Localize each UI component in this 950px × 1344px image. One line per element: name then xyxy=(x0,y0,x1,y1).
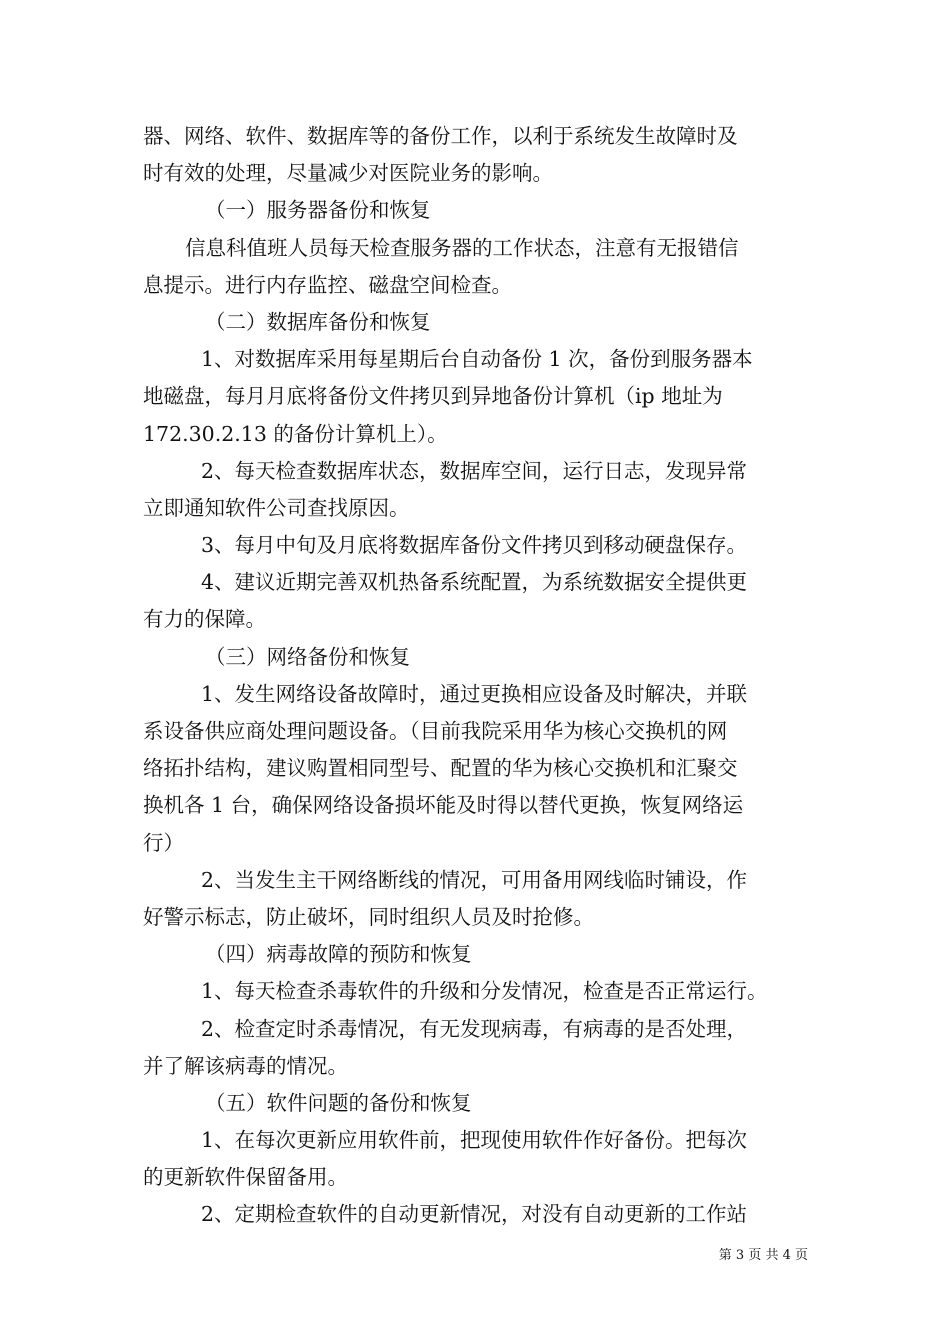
paragraph-line: 2、每天检查数据库状态，数据库空间，运行日志，发现异常 xyxy=(201,458,748,483)
section-heading-network: （三）网络备份和恢复 xyxy=(205,644,410,669)
page-number-footer: 第 3 页 共 4 页 xyxy=(718,1248,808,1263)
paragraph-line: 172.30.2.13 的备份计算机上）。 xyxy=(143,421,448,446)
paragraph-line: 1、发生网络设备故障时，通过更换相应设备及时解决，并联 xyxy=(201,681,748,706)
paragraph-line: 系设备供应商处理问题设备。（目前我院采用华为核心交换机的网 xyxy=(143,719,728,743)
section-heading-server: （一）服务器备份和恢复 xyxy=(205,198,431,223)
paragraph-line: 2、当发生主干网络断线的情况，可用备用网线临时铺设，作 xyxy=(201,867,748,892)
paragraph-line: 2、定期检查软件的自动更新情况，对没有自动更新的工作站 xyxy=(201,1202,748,1227)
paragraph-line: 器、网络、软件、数据库等的备份工作，以利于系统发生故障时及 xyxy=(143,124,738,148)
paragraph-line: 络拓扑结构，建议购置相同型号、配置的华为核心交换机和汇聚交 xyxy=(143,756,738,781)
paragraph-line: 2、检查定时杀毒情况，有无发现病毒，有病毒的是否处理， xyxy=(201,1016,748,1041)
paragraph-line: 1、对数据库采用每星期后台自动备份 1 次，备份到服务器本 xyxy=(201,347,753,372)
document-body xyxy=(143,118,808,1234)
section-heading-software: （五）软件问题的备份和恢复 xyxy=(205,1090,472,1115)
paragraph-line: 时有效的处理，尽量减少对医院业务的影响。 xyxy=(143,161,553,186)
paragraph-line: 换机各 1 台，确保网络设备损坏能及时得以替代更换，恢复网络运 xyxy=(143,793,744,818)
paragraph-line: 的更新软件保留备用。 xyxy=(143,1165,348,1190)
paragraph-line: 好警示标志，防止破坏，同时组织人员及时抢修。 xyxy=(143,904,594,929)
paragraph-line: 息提示。进行内存监控、磁盘空间检查。 xyxy=(143,272,512,297)
paragraph-line: 有力的保障。 xyxy=(143,607,266,632)
paragraph-line: 地磁盘，每月月底将备份文件拷贝到异地备份计算机（ip 地址为 xyxy=(143,384,723,409)
paragraph-line: 行） xyxy=(143,830,184,855)
section-heading-database: （二）数据库备份和恢复 xyxy=(205,309,431,334)
paragraph-line: 1、每天检查杀毒软件的升级和分发情况，检查是否正常运行。 xyxy=(201,979,768,1004)
paragraph-line: 信息科值班人员每天检查服务器的工作状态，注意有无报错信 xyxy=(185,235,739,260)
paragraph-line: 立即通知软件公司查找原因。 xyxy=(143,495,410,520)
paragraph-line: 1、在每次更新应用软件前，把现使用软件作好备份。把每次 xyxy=(201,1128,748,1153)
paragraph-line: 并了解该病毒的情况。 xyxy=(143,1053,348,1078)
paragraph-line: 3、每月中旬及月底将数据库备份文件拷贝到移动硬盘保存。 xyxy=(201,533,748,558)
section-heading-virus: （四）病毒故障的预防和恢复 xyxy=(205,942,472,967)
paragraph-line: 4、建议近期完善双机热备系统配置，为系统数据安全提供更 xyxy=(201,570,748,595)
